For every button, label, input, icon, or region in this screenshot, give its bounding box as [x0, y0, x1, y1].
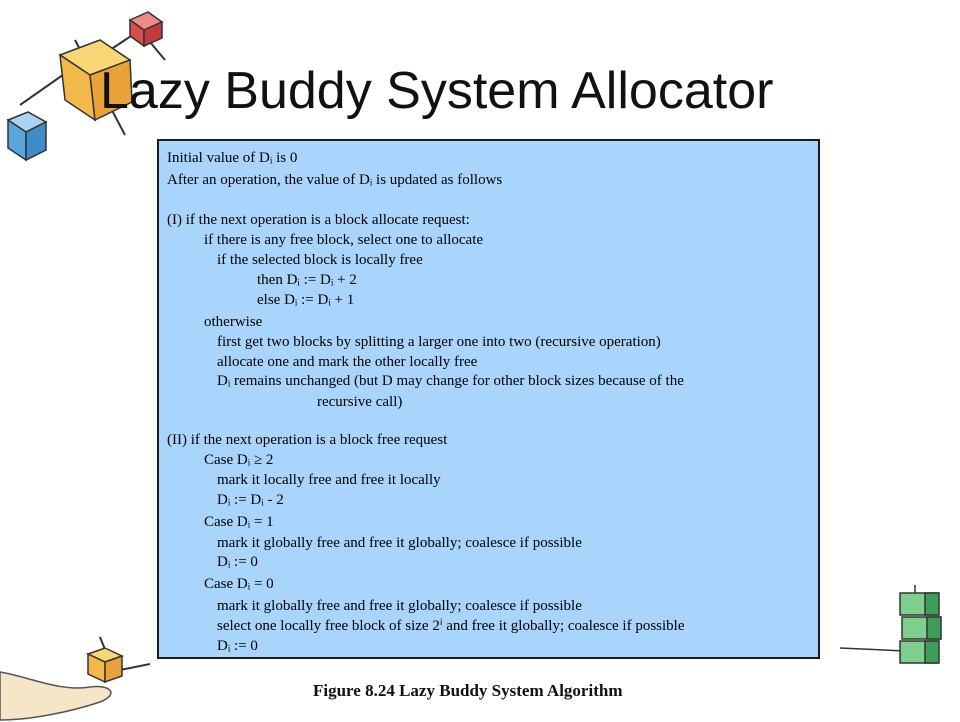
- algorithm-box: [157, 139, 820, 659]
- algo-line-12: recursive call): [317, 394, 403, 410]
- algo-line-22: select one locally free block of size 2ⁱ and free it globally; coalesce if possible: [217, 618, 685, 634]
- algo-line-3: (I) if the next operation is a block allocate request:: [167, 212, 470, 228]
- algo-line-9: first get two blocks by splitting a larger one into two (recursive operation): [217, 334, 661, 350]
- algo-line-4: if there is any free block, select one to allocate: [204, 232, 484, 248]
- algo-line-18: mark it globally free and free it globally; coalesce if possible: [217, 535, 582, 551]
- algo-line-17: Case Dᵢ = 1: [204, 514, 274, 530]
- algo-line-15: mark it locally free and free it locally: [217, 472, 441, 488]
- algo-line-16: Dᵢ := Dᵢ - 2: [217, 492, 284, 508]
- algo-line-20: Case Dᵢ = 0: [204, 576, 274, 592]
- algo-line-7: else Dᵢ := Dᵢ + 1: [257, 292, 355, 308]
- algo-line-1: Initial value of Dᵢ is 0: [167, 150, 298, 166]
- algo-line-6: then Dᵢ := Dᵢ + 2: [257, 272, 357, 288]
- algo-line-19: Dᵢ := 0: [217, 554, 258, 570]
- algo-line-2: After an operation, the value of Dᵢ is updated as follows: [167, 172, 503, 188]
- algo-line-5: if the selected block is locally free: [217, 252, 423, 268]
- algo-line-23: Dᵢ := 0: [217, 638, 258, 654]
- algo-line-10: allocate one and mark the other locally free: [217, 354, 478, 370]
- page-title: Lazy Buddy System Allocator: [100, 62, 774, 120]
- algo-line-8: otherwise: [204, 314, 263, 330]
- algo-line-21: mark it globally free and free it globally; coalesce if possible: [217, 598, 582, 614]
- stacked-blocks-icon: [840, 585, 960, 675]
- algo-line-14: Case Dᵢ ≥ 2: [204, 452, 274, 468]
- algo-line-11: Dᵢ remains unchanged (but D may change for other block sizes because of the: [217, 373, 684, 389]
- figure-caption: Figure 8.24 Lazy Buddy System Algorithm: [313, 681, 623, 700]
- hand-holding-cube-icon: [0, 632, 150, 722]
- algo-line-13: (II) if the next operation is a block free request: [167, 432, 448, 448]
